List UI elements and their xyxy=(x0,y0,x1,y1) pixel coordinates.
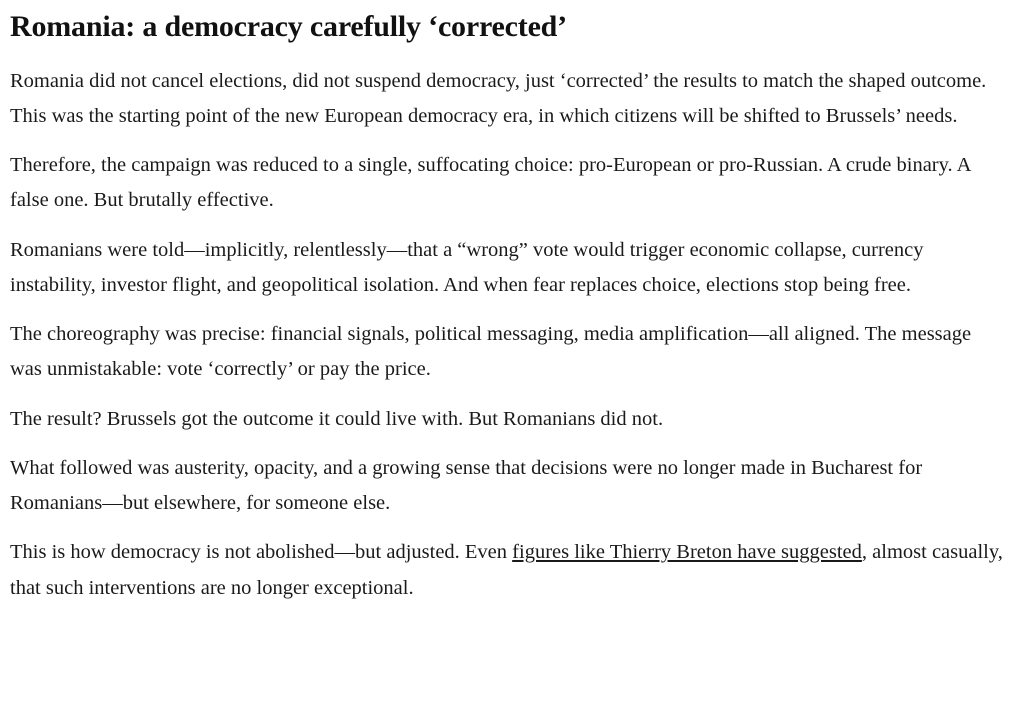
article-paragraph: Romanians were told—implicitly, relentlessly—that a “wrong” vote would trigger economic collapse, currency instability, investor flight, and geopolitical isolation. And when fear replaces choice, elections stop being free. xyxy=(10,238,924,296)
article-paragraph: What followed was austerity, opacity, and a growing sense that decisions were no longer made in Bucharest for Romanians—but elsewhere, for someone else. xyxy=(10,456,923,514)
thierry-breton-link[interactable]: figures like Thierry Breton have suggested xyxy=(512,541,862,564)
article-paragraph: Therefore, the campaign was reduced to a single, suffocating choice: pro-European or pro-Russian. A crude binary. A false one. But brutally effective. xyxy=(10,154,971,212)
article-paragraph: The choreography was precise: financial signals, political messaging, media amplification—all aligned. The message was unmistakable: vote ‘correctly’ or pay the price. xyxy=(10,323,972,381)
article-paragraph-with-link xyxy=(10,535,1004,606)
paragraph-text-after-link: , almost casually, that such interventions are no longer exceptional. xyxy=(10,541,1003,599)
paragraph-text-before-link: This is how democracy is not abolished—but adjusted. Even xyxy=(10,541,513,564)
article-paragraph: The result? Brussels got the outcome it could live with. But Romanians did not. xyxy=(10,407,664,430)
article-paragraph: Romania did not cancel elections, did not suspend democracy, just ‘corrected’ the results to match the shaped outcome. This was the starting point of the new European democracy era, in which citizens will be shifted to Brussels’ needs. xyxy=(10,69,987,127)
page-title: Romania: a democracy carefully ‘corrected’ xyxy=(10,10,567,43)
